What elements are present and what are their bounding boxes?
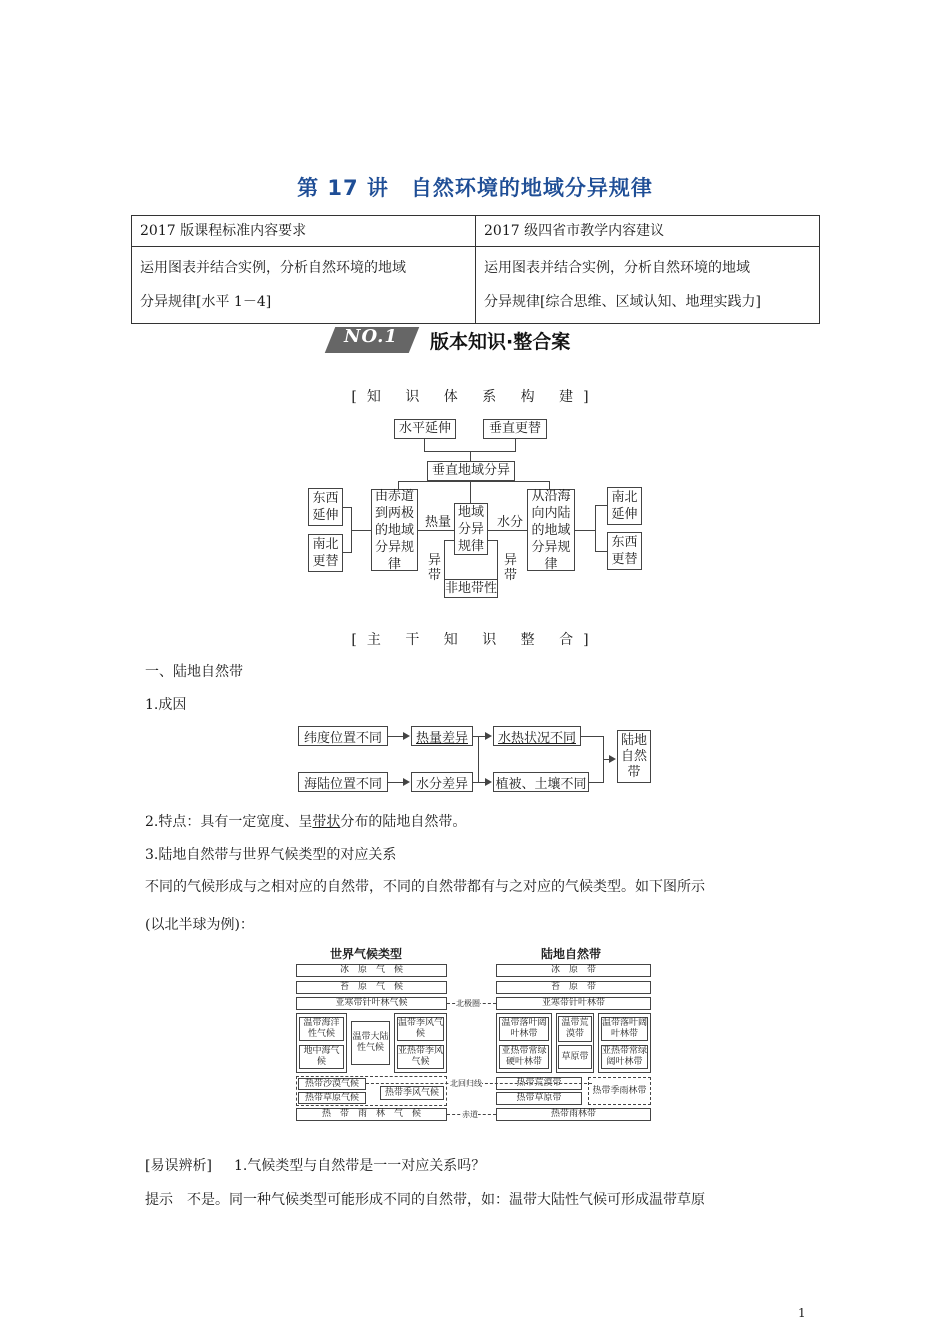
flow-water-diff: 水分差异 xyxy=(411,772,473,792)
curriculum-table xyxy=(131,215,820,324)
diagram-title-right: 陆地自然带 xyxy=(541,947,602,961)
flow-veg-soil: 植被、土壤不同 xyxy=(493,772,589,792)
zone-ice: 冰 原 带 xyxy=(496,964,651,977)
mindmap-horizontal: 水平延伸 xyxy=(394,419,456,439)
faq-answer: 提示 不是。同一种气候类型可能形成不同的自然带，如：温带大陆性气候可形成温带草原 xyxy=(145,1192,705,1208)
mindmap-vertical-zonal: 垂直地域分异 xyxy=(427,461,515,481)
climate-ice-cap: 冰 原 气 候 xyxy=(296,964,447,977)
text-span: 2.特点：具有一定宽度、呈 xyxy=(145,814,313,830)
line-tropic: 北回归线 xyxy=(450,1079,482,1088)
cell-line: 运用图表并结合实例，分析自然环境的地域 xyxy=(140,260,406,276)
line-equator: 赤道 xyxy=(462,1110,478,1119)
page-number: 1 xyxy=(798,1306,806,1320)
mindmap-east-west-extend: 东西延伸 xyxy=(308,488,343,526)
mindmap-east-west-change: 东西更替 xyxy=(607,532,642,570)
zone-trop-grass: 热带草原带 xyxy=(496,1092,582,1105)
cell-line: 分异规律[综合思维、区域认知、地理实践力] xyxy=(484,294,761,310)
section-heading: [主 干 知 识 整 合] xyxy=(351,632,599,648)
climate-trop-rain: 热 带 雨 林 气 候 xyxy=(296,1108,447,1121)
mindmap-coast-to-inland: 从沿海向内陆的地域分异规律 xyxy=(527,489,575,571)
flow-hydrothermal-text: 水热状况不同 xyxy=(497,730,576,746)
mindmap-water: 水分 xyxy=(497,515,524,530)
flow-heat-diff xyxy=(411,726,473,746)
flow-hydrothermal xyxy=(493,726,581,746)
climate-temp-monsoon: 温带季风气候 xyxy=(398,1018,444,1039)
mindmap-north-south-extend: 南北延伸 xyxy=(607,487,642,525)
climate-temp-marine: 温带海洋性气候 xyxy=(299,1017,344,1041)
mindmap-anomaly-right: 异带 xyxy=(504,553,518,583)
flow-heat-diff-text: 热量差异 xyxy=(415,730,468,746)
faq-question xyxy=(145,1155,485,1175)
heading-1: 一、陆地自然带 xyxy=(145,664,243,680)
table-cell: 2017 版课程标准内容要求 xyxy=(132,216,476,247)
zone-taiga: 亚寒带针叶林带 xyxy=(496,997,651,1010)
faq-question-text: 1.气候类型与自然带是一一对应关系吗？ xyxy=(233,1158,486,1174)
faq-label: [易误辨析] xyxy=(145,1158,212,1174)
section-heading: [知 识 体 系 构 建] xyxy=(351,389,599,405)
table-cell xyxy=(132,247,476,324)
flow-result: 陆地自然带 xyxy=(617,730,651,783)
flow-latitude: 纬度位置不同 xyxy=(298,726,388,746)
heading-1-2 xyxy=(145,811,466,831)
climate-trop-monsoon: 热带季风气候 xyxy=(380,1086,444,1100)
mindmap-anomaly-left: 异带 xyxy=(428,553,442,583)
climate-temp-continental: 温带大陆性气候 xyxy=(351,1021,390,1065)
table-cell: 2017 级四省市教学内容建议 xyxy=(476,216,820,247)
mindmap-vertical-change: 垂直更替 xyxy=(483,419,547,439)
zone-trop-desert: 热带荒漠带 xyxy=(496,1077,582,1090)
zone-subtrop-evergreen-hard: 亚热带常绿硬叶林带 xyxy=(499,1045,549,1069)
cell-line: 运用图表并结合实例，分析自然环境的地域 xyxy=(484,260,750,276)
table-cell xyxy=(476,247,820,324)
climate-subtrop-monsoon: 亚热带季风气候 xyxy=(398,1046,444,1067)
zone-temp-desert: 温带荒漠带 xyxy=(558,1016,592,1042)
climate-subarctic: 亚寒带针叶林气候 xyxy=(296,997,447,1010)
climate-trop-desert: 热带沙漠气候 xyxy=(298,1078,366,1090)
line-arctic-circle: 北极圈 xyxy=(456,999,480,1008)
zone-subtrop-evergreen-broad: 亚热带常绿阔叶林带 xyxy=(602,1046,648,1067)
table-row xyxy=(132,247,820,324)
mindmap-heat: 热量 xyxy=(425,515,452,530)
mindmap-azonal: 非地带性 xyxy=(444,579,498,598)
banner-title: 版本知识·整合案 xyxy=(430,331,571,353)
page-title: 第 17 讲 自然环境的地域分异规律 xyxy=(297,176,653,200)
zone-trop-rain: 热带雨林带 xyxy=(496,1108,651,1121)
heading-1-3: 3.陆地自然带与世界气候类型的对应关系 xyxy=(145,847,397,863)
zone-temp-grass: 草原带 xyxy=(558,1045,592,1069)
banner-badge-text: NO.1 xyxy=(344,326,398,347)
table-row xyxy=(132,216,820,247)
climate-mediterranean: 地中海气候 xyxy=(299,1045,344,1069)
paragraph: (以北半球为例)： xyxy=(145,917,254,933)
zone-temp-decid-east: 温带落叶阔叶林带 xyxy=(602,1018,648,1039)
flow-sea-land: 海陆位置不同 xyxy=(298,772,388,792)
zone-tundra: 苔 原 带 xyxy=(496,981,651,994)
climate-tundra: 苔 原 气 候 xyxy=(296,981,447,994)
zone-temp-decid-west: 温带落叶阔叶林带 xyxy=(499,1017,549,1041)
section-banner xyxy=(330,323,630,355)
mindmap-center: 地域分异规律 xyxy=(454,503,488,555)
mindmap-north-south-change: 南北更替 xyxy=(308,534,343,572)
underlined-answer: 带状 xyxy=(312,814,341,830)
climate-trop-grass: 热带草原气候 xyxy=(298,1092,366,1104)
zone-trop-monsoon: 热带季雨林带 xyxy=(588,1077,651,1105)
heading-1-1: 1.成因 xyxy=(145,697,187,713)
paragraph: 不同的气候形成与之相对应的自然带，不同的自然带都有与之对应的气候类型。如下图所示 xyxy=(145,879,705,895)
cell-line: 分异规律[水平 1－4] xyxy=(140,294,272,310)
text-span: 分布的陆地自然带。 xyxy=(340,814,467,830)
mindmap-equator-to-poles: 由赤道到两极的地域分异规律 xyxy=(371,489,418,571)
diagram-title-left: 世界气候类型 xyxy=(330,947,403,961)
